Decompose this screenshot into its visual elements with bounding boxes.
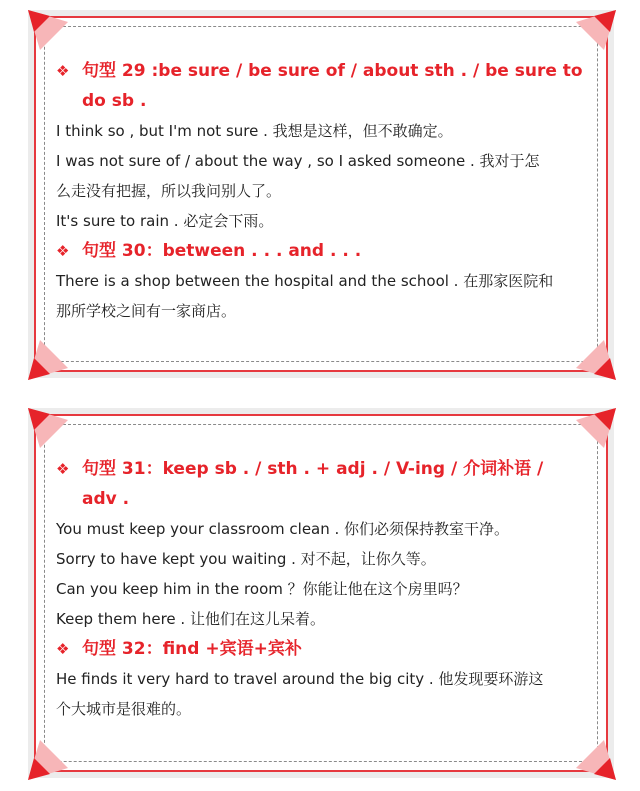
example-sentence: There is a shop between the hospital and the school . 在那家医院和: [56, 272, 554, 290]
diamond-bullet-icon: ❖: [56, 62, 70, 80]
card-content: [56, 454, 594, 724]
pattern-heading-31: [56, 454, 594, 514]
grammar-card-2: [28, 408, 614, 778]
example-sentence: It's sure to rain . 必定会下雨。: [56, 212, 274, 230]
diamond-bullet-icon: ❖: [56, 460, 70, 478]
heading-line: 句型 31：keep sb . / sth . + adj . / V-ing / 介词补语 /: [82, 459, 544, 479]
corner-triangle-icon: [26, 406, 70, 450]
heading-line: 句型 29 :be sure / be sure of / about sth . / be sure to: [82, 61, 583, 81]
pattern-heading-30: [56, 236, 594, 266]
example-sentence: I was not sure of / about the way , so I asked someone . 我对于怎: [56, 152, 540, 170]
example-sentence: You must keep your classroom clean . 你们必须保持教室干净。: [56, 520, 510, 538]
example-sentence: I think so , but I'm not sure . 我想是这样，但不敢确定。: [56, 122, 453, 140]
pattern-heading-29: [56, 56, 594, 116]
heading-line: 句型 30：between . . . and . . .: [82, 241, 362, 261]
example-sentence: 那所学校之间有一家商店。: [56, 302, 237, 320]
corner-triangle-icon: [574, 406, 618, 450]
corner-triangle-icon: [26, 8, 70, 52]
example-sentence: 么走没有把握，所以我问别人了。: [56, 182, 282, 200]
corner-triangle-icon: [26, 738, 70, 782]
diamond-bullet-icon: ❖: [56, 640, 70, 658]
heading-line: do sb .: [82, 91, 147, 111]
corner-triangle-icon: [574, 738, 618, 782]
example-sentence: He finds it very hard to travel around the big city . 他发现要环游这: [56, 670, 544, 688]
heading-line: adv .: [82, 489, 130, 509]
pattern-heading-32: [56, 634, 594, 664]
example-sentence: Can you keep him in the room ？你能让他在这个房里吗？: [56, 580, 468, 598]
corner-triangle-icon: [26, 338, 70, 382]
corner-triangle-icon: [574, 8, 618, 52]
grammar-card-1: [28, 10, 614, 378]
diamond-bullet-icon: ❖: [56, 242, 70, 260]
card-content: [56, 56, 594, 326]
corner-triangle-icon: [574, 338, 618, 382]
example-sentence: 个大城市是很难的。: [56, 700, 192, 718]
example-sentence: Keep them here . 让他们在这儿呆着。: [56, 610, 325, 628]
heading-line: 句型 32：find +宾语+宾补: [82, 639, 302, 659]
example-sentence: Sorry to have kept you waiting . 对不起，让你久等。: [56, 550, 436, 568]
